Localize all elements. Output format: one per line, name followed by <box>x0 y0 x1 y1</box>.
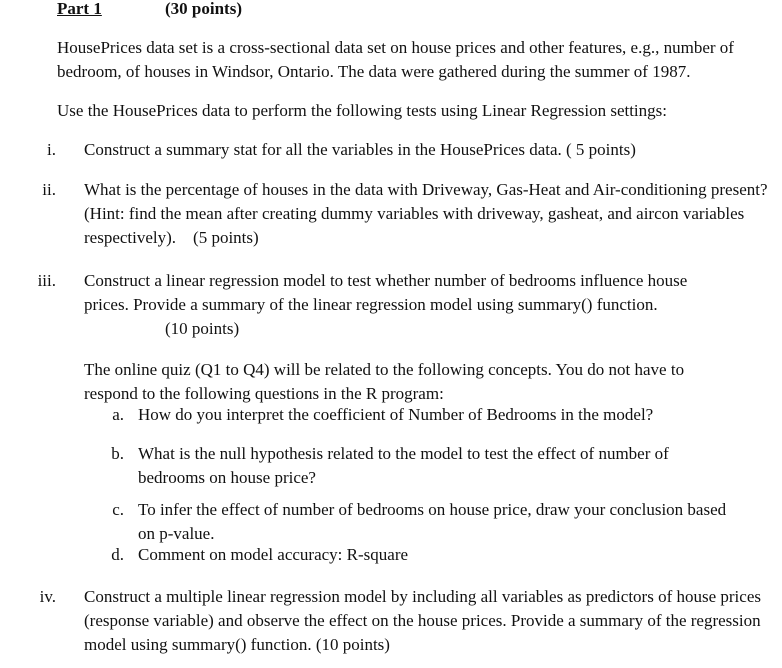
quiz-question: What is the null hypothesis related to the model to test the effect of number of bedrooms on house price? <box>138 444 669 487</box>
instruction-paragraph: Use the HousePrices data to perform the following tests using Linear Regression settings: <box>57 101 667 120</box>
item-text: Construct a multiple linear regression model by including all variables as predictors of house prices (response variable) and observe the effect on the house prices. Provide a summary of the regression model using summary() function. (10 points) <box>84 587 761 654</box>
quiz-intro: The online quiz (Q1 to Q4) will be related to the following concepts. You do not have to respond to the following questions in the R program: <box>84 360 685 403</box>
quiz-letter: b. <box>111 444 124 463</box>
quiz-question: Comment on model accuracy: R-square <box>138 545 409 564</box>
part-title: Part 1 <box>57 0 102 18</box>
intro-paragraph: HousePrices data set is a cross-sectional data set on house prices and other features, e.g., number of bedroom, of houses in Windsor, Ontario. The data were gathered during the summer of 1987. <box>57 38 734 81</box>
item-text: Construct a linear regression model to test whether number of bedrooms influence house prices. Provide a summary of the linear regression model using summary() function. <box>84 271 688 314</box>
item-block <box>84 178 774 250</box>
item-text: Construct a summary stat for all the variables in the HousePrices data. ( 5 points) <box>84 140 636 159</box>
quiz-question: To infer the effect of number of bedrooms on house price, draw your conclusion based on p-value. <box>138 500 727 543</box>
item-number: i. <box>47 140 56 159</box>
item-number: iv. <box>39 587 56 606</box>
item-points: (10 points) <box>165 319 240 338</box>
quiz-letter: c. <box>112 500 124 519</box>
item-number: iii. <box>37 271 56 290</box>
quiz-letter: a. <box>112 405 124 424</box>
item-points: (5 points) <box>193 228 259 247</box>
quiz-question: How do you interpret the coefficient of Number of Bedrooms in the model? <box>138 405 654 424</box>
item-text: What is the percentage of houses in the data with Driveway, Gas-Heat and Air-conditioning present? (Hint: find the mean after creating dummy variables with driveway, gasheat, and aircon variables respectively). <box>84 180 768 247</box>
item-number: ii. <box>42 180 56 199</box>
quiz-letter: d. <box>111 545 124 564</box>
part-points: (30 points) <box>165 0 242 18</box>
